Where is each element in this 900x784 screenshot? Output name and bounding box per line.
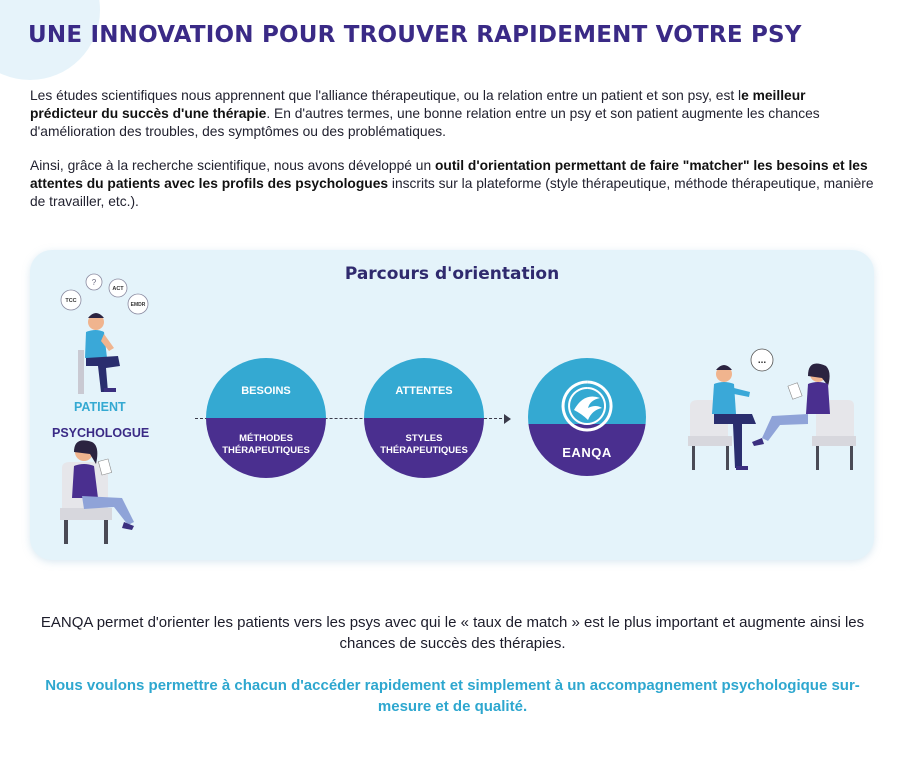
intro-p1-text-a: Les études scientifiques nous apprennent que l'alliance thérapeutique, ou la relation entre un patient et son psy, est l <box>30 88 742 103</box>
intro-p2-text-a: Ainsi, grâce à la recherche scientifique, nous avons développé un <box>30 158 435 173</box>
step-besoins-bottom-line2: THÉRAPEUTIQUES <box>222 445 310 456</box>
orientation-diagram <box>30 250 874 560</box>
intro-p1-text-b: . En d'autres termes, une bonne relation entre un psy et son patient augmente les chances d'amélioration des troubles, des symptômes ou des problématiques. <box>30 106 820 139</box>
step-besoins-bottom-line1: MÉTHODES <box>239 433 293 444</box>
psychologist-illustration <box>54 438 154 548</box>
step-attentes-top: ATTENTES <box>364 358 484 418</box>
step-besoins-circle <box>206 358 326 478</box>
bubble-tcc: TCC <box>65 298 77 304</box>
step-besoins-bottom <box>206 418 326 478</box>
intro-paragraph-1 <box>30 87 875 141</box>
brand-name: EANQA <box>562 445 612 460</box>
step-attentes-circle <box>364 358 484 478</box>
bubble-question: ? <box>91 278 97 287</box>
step-attentes-bottom <box>364 418 484 478</box>
psychologue-label: PSYCHOLOGUE <box>52 426 150 440</box>
bubble-act: ACT <box>112 286 124 292</box>
chat-bubble-icon <box>751 349 773 371</box>
arrow-right-icon <box>504 414 511 424</box>
chat-bubble-text: ... <box>757 355 767 366</box>
bird-logo-icon <box>550 376 624 436</box>
intro-paragraph-2 <box>30 157 875 211</box>
bubble-emdr: EMDR <box>130 302 146 308</box>
step-attentes-bottom-line1: STYLES <box>405 433 443 444</box>
intro-p2-text-b: inscrits sur la plateforme (style thérapeutique, méthode thérapeutique, manière de travailler, etc.). <box>30 176 874 209</box>
patient-illustration <box>56 272 156 396</box>
therapy-session-illustration <box>688 348 858 478</box>
closing-statement: EANQA permet d'orienter les patients vers les psys avec qui le « taux de match » est le plus important et augmente ainsi les chances de succès des thérapies. <box>40 614 865 652</box>
page-title: UNE INNOVATION POUR TROUVER RAPIDEMENT VOTRE PSY <box>28 22 802 48</box>
step-besoins-top: BESOINS <box>206 358 326 418</box>
mission-statement: Nous voulons permettre à chacun d'accéder rapidement et simplement à un accompagnement psychologique sur-mesure et de qualité. <box>45 677 860 715</box>
step-attentes-bottom-line2: THÉRAPEUTIQUES <box>380 445 468 456</box>
diagram-title: Parcours d'orientation <box>344 264 560 284</box>
intro-p2-bold: outil d'orientation permettant de faire "matcher" les besoins et les attentes du patients avec les profils des psychologues <box>30 158 868 191</box>
patient-label: PATIENT <box>74 400 126 414</box>
thought-bubbles <box>61 274 148 314</box>
intro-p1-bold: e meilleur prédicteur du succès d'une thérapie <box>30 88 806 121</box>
eanqa-logo-circle <box>528 358 646 476</box>
